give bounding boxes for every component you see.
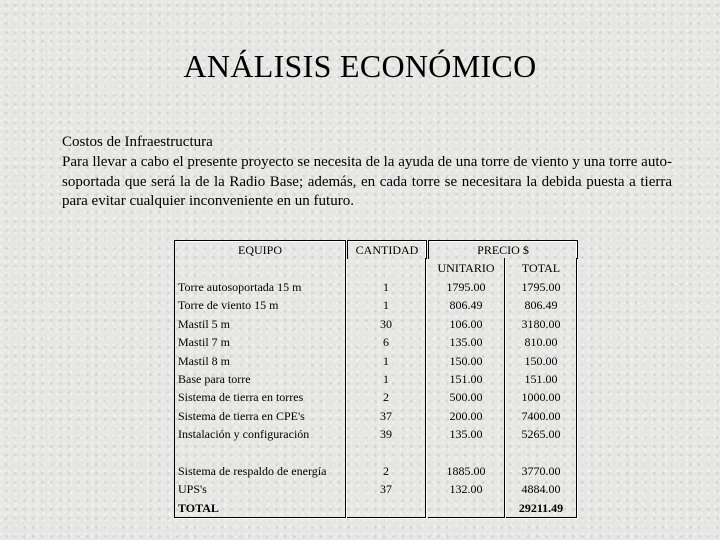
row-cantidad: 2 <box>383 464 389 478</box>
header-precio: PRECIO $ <box>428 240 578 259</box>
row-cantidad: 1 <box>383 298 389 312</box>
section-heading: Costos de Infraestructura <box>62 134 213 150</box>
row-total: 151.00 <box>524 372 558 386</box>
row-equipo: Mastil 7 m <box>178 335 231 349</box>
row-unitario: 106.00 <box>449 317 483 331</box>
row-unitario: 135.00 <box>449 427 483 441</box>
row-cantidad: 6 <box>383 335 389 349</box>
column-equipo <box>174 258 346 518</box>
row-unitario: 1795.00 <box>446 280 486 294</box>
row-unitario: 135.00 <box>449 335 483 349</box>
row-total: 150.00 <box>524 354 558 368</box>
row-cantidad: 1 <box>383 280 389 294</box>
row-total: 1795.00 <box>521 280 561 294</box>
row-total: 806.49 <box>524 298 558 312</box>
row-total: 3180.00 <box>521 317 561 331</box>
total-label: TOTAL <box>178 501 219 515</box>
row-equipo: Torre de viento 15 m <box>178 298 279 312</box>
row-equipo: Sistema de tierra en torres <box>178 390 304 404</box>
row-cantidad: 39 <box>380 427 392 441</box>
row-cantidad: 37 <box>380 482 392 496</box>
row-total: 4884.00 <box>521 482 561 496</box>
column-total <box>506 258 577 518</box>
cost-table <box>174 240 576 518</box>
row-unitario: 806.49 <box>449 298 483 312</box>
header-equipo: EQUIPO <box>174 240 346 259</box>
row-unitario: 132.00 <box>449 482 483 496</box>
body-paragraph: Para llevar a cabo el presente proyecto se necesita de la ayuda de una torre de viento y una torre auto-soportada que será la de la Radio Base; además, en cada torre se necesitara la debida puesta a tierra para evitar cualquier inconveniente en un futuro. <box>62 154 672 209</box>
row-equipo: Sistema de respaldo de energía <box>178 464 327 478</box>
row-equipo: UPS's <box>178 482 207 496</box>
header-cantidad: CANTIDAD <box>347 240 427 259</box>
row-total: 5265.00 <box>521 427 561 441</box>
row-unitario: 500.00 <box>449 390 483 404</box>
row-cantidad: 30 <box>380 317 392 331</box>
row-total: 810.00 <box>524 335 558 349</box>
row-cantidad: 2 <box>383 390 389 404</box>
row-unitario: 200.00 <box>449 409 483 423</box>
column-cantidad <box>347 258 426 518</box>
header-unitario: UNITARIO <box>437 261 495 275</box>
row-total: 3770.00 <box>521 464 561 478</box>
row-total: 1000.00 <box>521 390 561 404</box>
page-title: ANÁLISIS ECONÓMICO <box>183 48 537 84</box>
column-unitario <box>428 258 505 518</box>
row-cantidad: 37 <box>380 409 392 423</box>
row-equipo: Sistema de tierra en CPE's <box>178 409 305 423</box>
header-total: TOTAL <box>521 261 561 275</box>
row-cantidad: 1 <box>383 372 389 386</box>
row-unitario: 1885.00 <box>446 464 486 478</box>
row-equipo: Torre autosoportada 15 m <box>178 280 302 294</box>
row-equipo: Base para torre <box>178 372 251 386</box>
grand-total-value: 29211.49 <box>518 501 564 515</box>
row-unitario: 151.00 <box>449 372 483 386</box>
row-equipo: Mastil 5 m <box>178 317 231 331</box>
row-cantidad: 1 <box>383 354 389 368</box>
row-equipo: Mastil 8 m <box>178 354 231 368</box>
row-unitario: 150.00 <box>449 354 483 368</box>
row-total: 7400.00 <box>521 409 561 423</box>
row-equipo: Instalación y configuración <box>178 427 310 441</box>
